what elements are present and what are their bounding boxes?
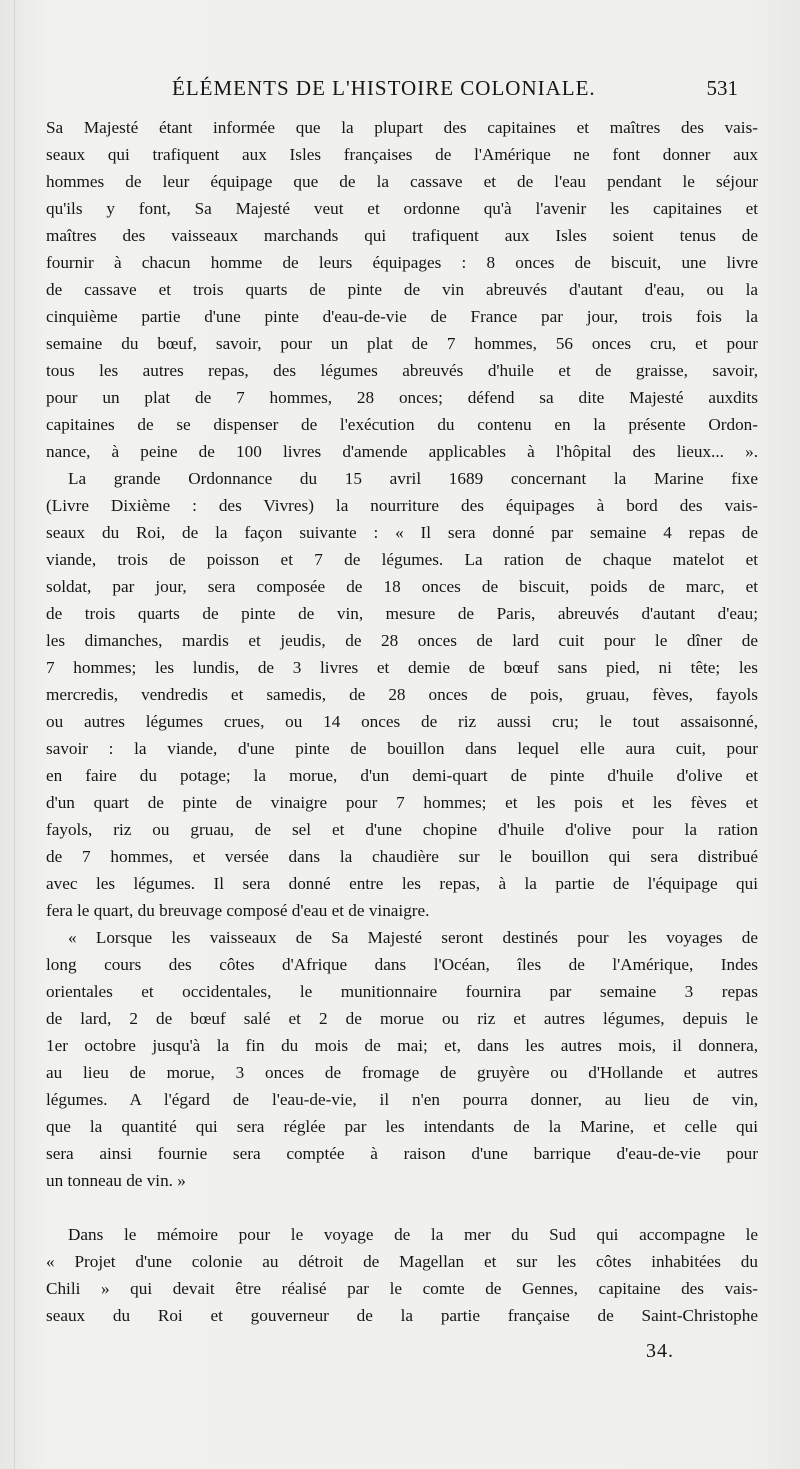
text-line: sera ainsi fournie sera comptée à raison d'une barrique d'eau-de-vie pour [46,1144,758,1163]
text-line: orientales et occidentales, le munitionnaire fournira par semaine 3 repas [46,982,758,1001]
body-text [46,114,758,1329]
text-line: seaux qui trafiquent aux Isles françaises de l'Amérique ne font donner aux [46,145,758,164]
text-line: 7 hommes; les lundis, de 3 livres et demie de bœuf sans pied, ni tête; les [46,658,758,677]
text-line: fournir à chacun homme de leurs équipages : 8 onces de biscuit, une livre [46,253,758,272]
signature-mark: 34. [646,1340,674,1362]
paragraph-gap [46,1194,758,1221]
text-line: semaine du bœuf, savoir, pour un plat de 7 hommes, 56 onces cru, et pour [46,334,758,353]
text-line: « Lorsque les vaisseaux de Sa Majesté seront destinés pour les voyages de [68,928,758,947]
text-line: les dimanches, mardis et jeudis, de 28 onces de lard cuit pour le dîner de [46,631,758,650]
text-line: en faire du potage; la morue, d'un demi-quart de pinte d'huile d'olive et [46,766,758,785]
text-line: de trois quarts de pinte de vin, mesure de Paris, abreuvés d'autant d'eau; [46,604,758,623]
text-line: seaux du Roi, de la façon suivante : « Il sera donné par semaine 4 repas de [46,523,758,542]
text-line: fayols, riz ou gruau, de sel et d'une chopine d'huile d'olive pour la ration [46,820,758,839]
text-line: avec les légumes. Il sera donné entre les repas, à la partie de l'équipage qui [46,874,758,893]
text-line: un tonneau de vin. » [46,1171,186,1190]
running-title: ÉLÉMENTS DE L'HISTOIRE COLONIALE. [172,76,596,100]
text-line: que la quantité qui sera réglée par les intendants de la Marine, et celle qui [46,1117,758,1136]
page-edge-rule [14,0,15,1469]
running-header [46,76,748,106]
text-line: légumes. A l'égard de l'eau-de-vie, il n'en pourra donner, au lieu de vin, [46,1090,758,1109]
text-line: nance, à peine de 100 livres d'amende applicables à l'hôpital des lieux... ». [46,442,758,461]
text-line: au lieu de morue, 3 onces de fromage de gruyère ou d'Hollande et autres [46,1063,758,1082]
text-line: pour un plat de 7 hommes, 28 onces; défend sa dite Majesté auxdits [46,388,758,407]
text-line: fera le quart, du breuvage composé d'eau et de vinaigre. [46,901,430,920]
text-line: viande, trois de poisson et 7 de légumes. La ration de chaque matelot et [46,550,758,569]
text-line: Sa Majesté étant informée que la plupart des capitaines et maîtres des vais- [46,118,758,137]
text-line: hommes de leur équipage que de la cassave et de l'eau pendant le séjour [46,172,758,191]
text-line: de 7 hommes, et versée dans la chaudière sur le bouillon qui sera distribué [46,847,758,866]
text-line: Chili » qui devait être réalisé par le comte de Gennes, capitaine des vais- [46,1279,758,1298]
text-line: de cassave et trois quarts de pinte de vin abreuvés d'autant d'eau, ou la [46,280,758,299]
text-line: « Projet d'une colonie au détroit de Magellan et sur les côtes inhabitées du [46,1252,758,1271]
text-line: Dans le mémoire pour le voyage de la mer du Sud qui accompagne le [68,1225,758,1244]
text-line: soldat, par jour, sera composée de 18 onces de biscuit, poids de marc, et [46,577,758,596]
page-number: 531 [706,76,738,100]
text-line: maîtres des vaisseaux marchands qui trafiquent aux Isles soient tenus de [46,226,758,245]
text-line: 1er octobre jusqu'à la fin du mois de mai; et, dans les autres mois, il donnera, [46,1036,758,1055]
text-line: de lard, 2 de bœuf salé et 2 de morue ou riz et autres légumes, depuis le [46,1009,758,1028]
text-line: ou autres légumes crues, ou 14 onces de riz aussi cru; le tout assaisonné, [46,712,758,731]
text-line: mercredis, vendredis et samedis, de 28 onces de pois, gruau, fèves, fayols [46,685,758,704]
text-line: (Livre Dixième : des Vivres) la nourriture des équipages à bord des vais- [46,496,758,515]
text-line: cinquième partie d'une pinte d'eau-de-vie de France par jour, trois fois la [46,307,758,326]
text-line: d'un quart de pinte de vinaigre pour 7 hommes; et les pois et les fèves et [46,793,758,812]
text-line: La grande Ordonnance du 15 avril 1689 concernant la Marine fixe [68,469,758,488]
text-line: long cours des côtes d'Afrique dans l'Océan, îles de l'Amérique, Indes [46,955,758,974]
text-line: seaux du Roi et gouverneur de la partie française de Saint-Christophe [46,1306,758,1325]
text-line: tous les autres repas, des légumes abreuvés d'huile et de graisse, savoir, [46,361,758,380]
text-line: savoir : la viande, d'une pinte de bouillon dans lequel elle aura cuit, pour [46,739,758,758]
text-line: capitaines de se dispenser de l'exécution du contenu en la présente Ordon- [46,415,758,434]
text-line: qu'ils y font, Sa Majesté veut et ordonne qu'à l'avenir les capitaines et [46,199,758,218]
